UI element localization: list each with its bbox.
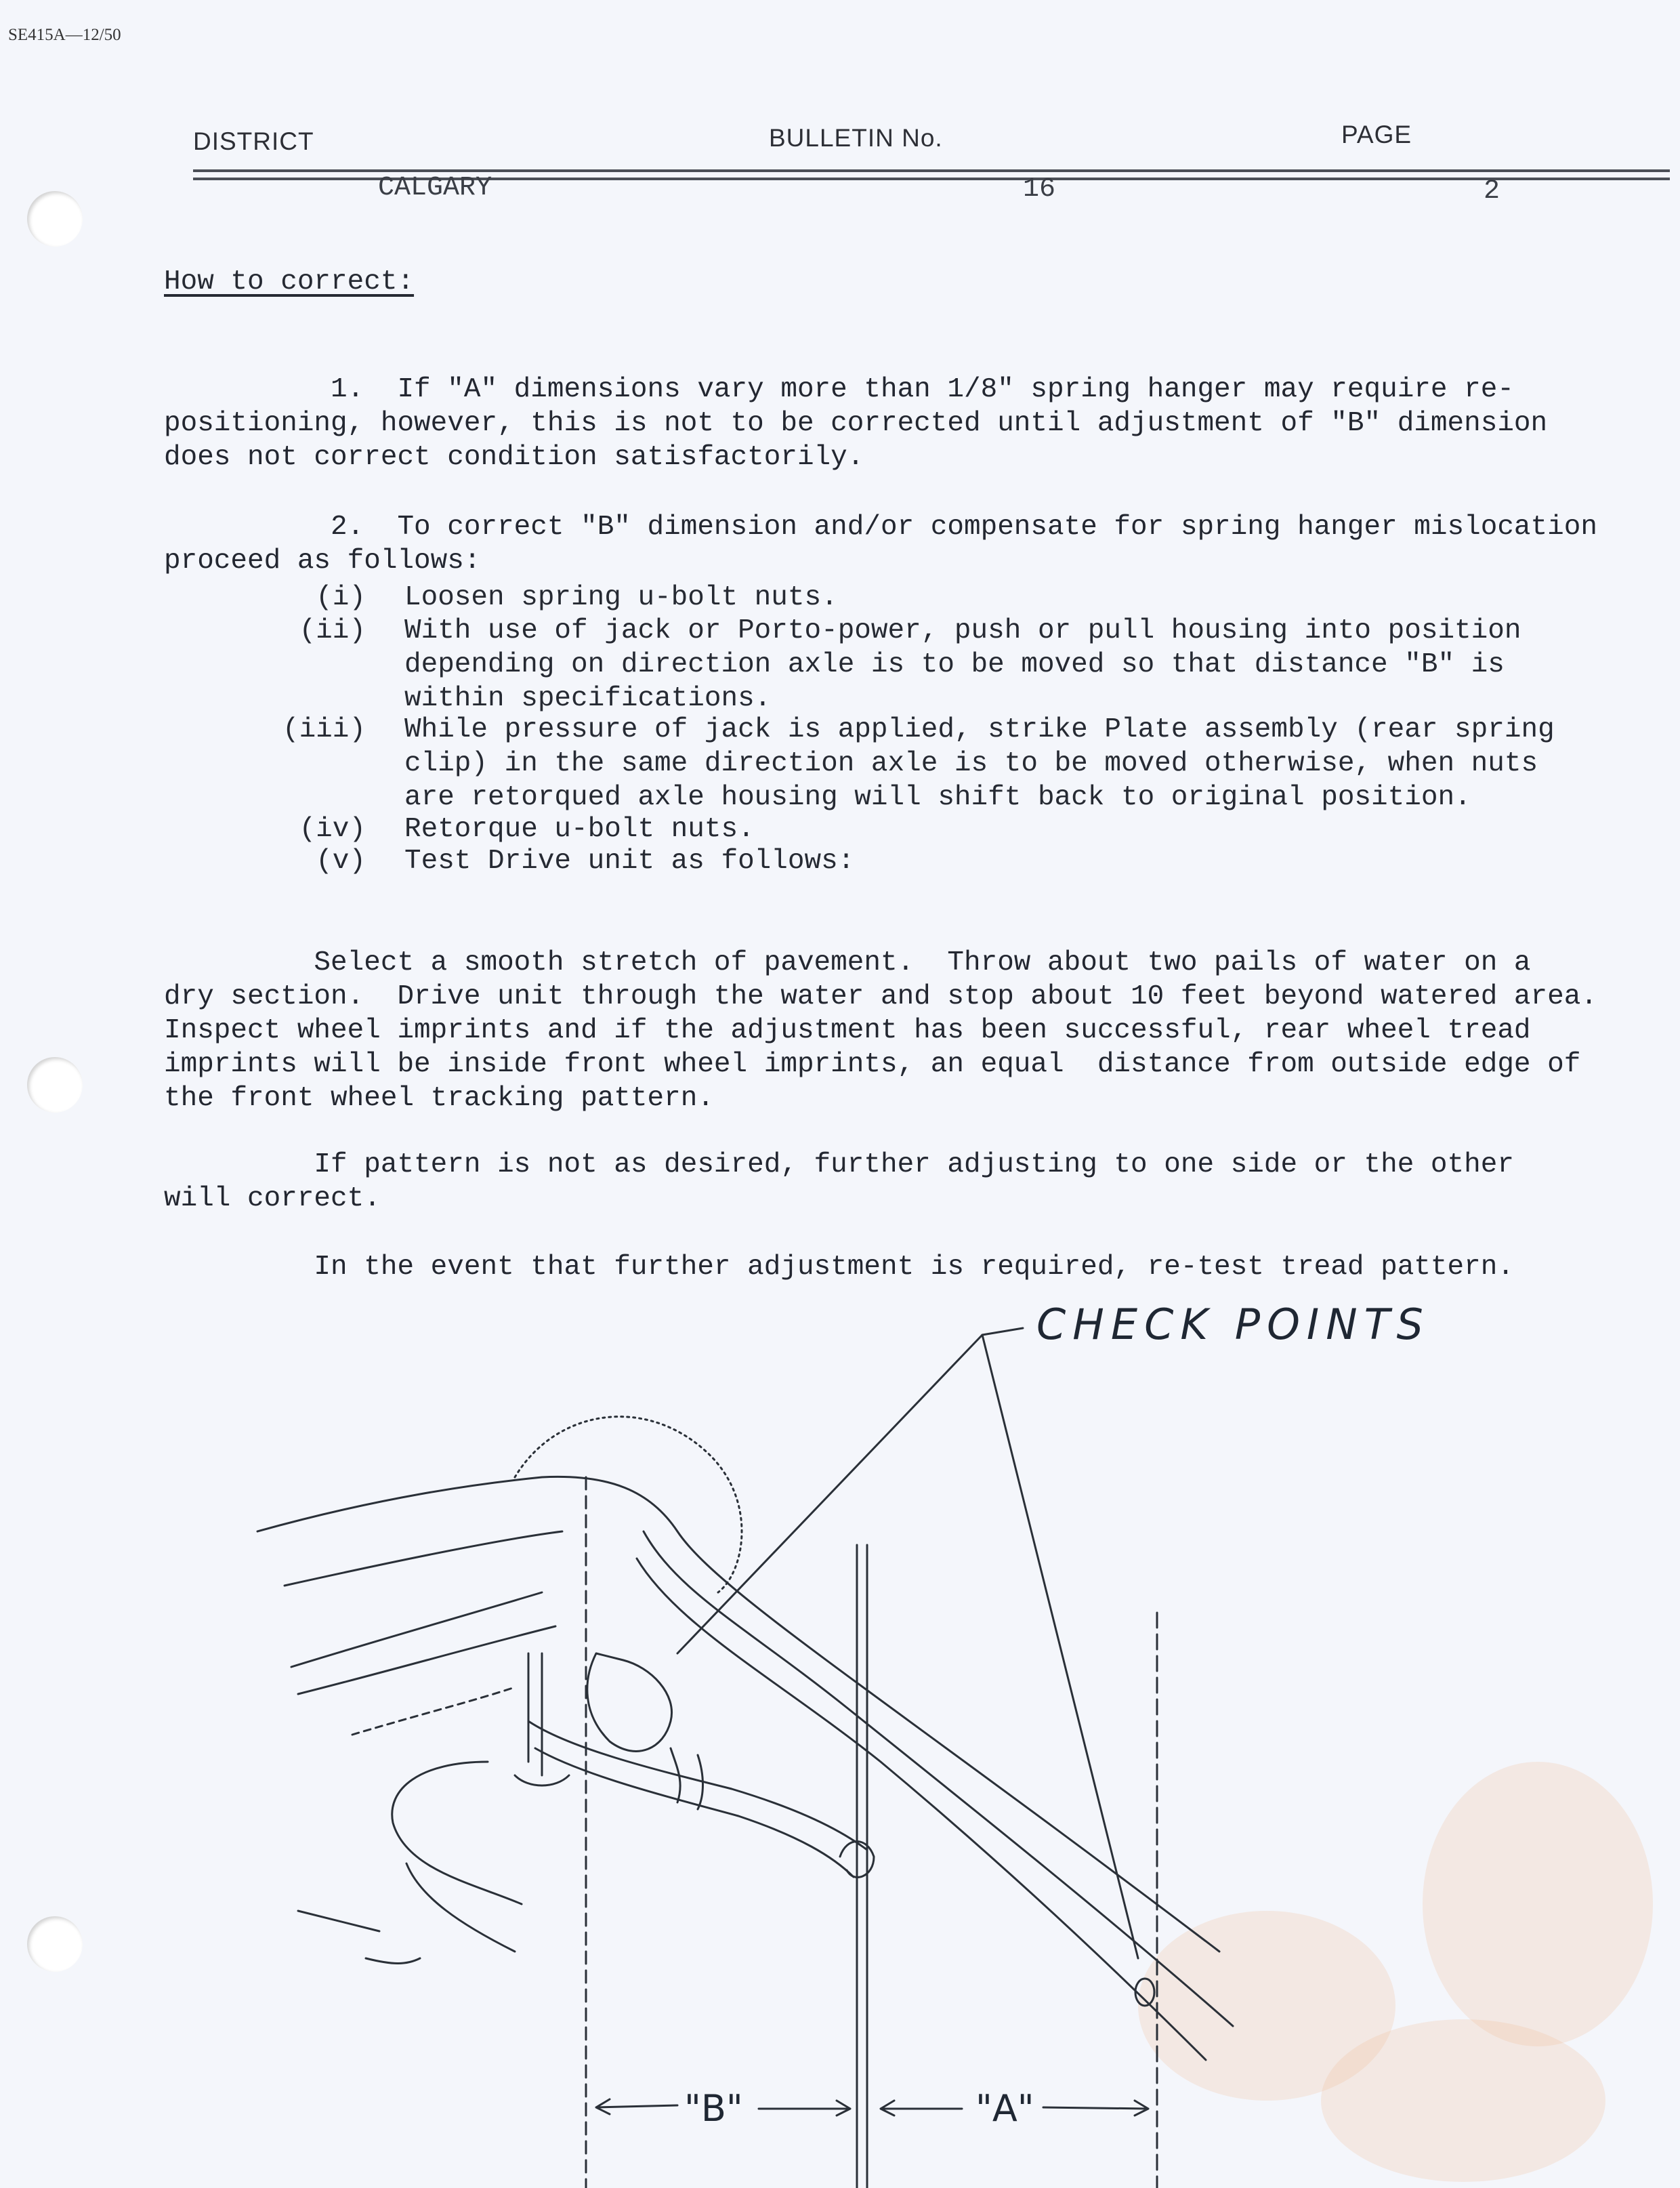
text-line: If pattern is not as desired, further adjusting to one side or the other bbox=[164, 1149, 1514, 1180]
tire-outline bbox=[298, 1911, 379, 1931]
text-line: does not correct condition satisfactorily. bbox=[164, 442, 864, 473]
check-points-callout: CHECK POINTS bbox=[1036, 1300, 1430, 1349]
text-line: imprints will be inside front wheel imprints, an equal distance from outside edge of bbox=[164, 1049, 1581, 1080]
text-line: 1. If "A" dimensions vary more than 1/8" spring hanger may require re- bbox=[164, 374, 1514, 405]
step-number: (ii) bbox=[299, 615, 366, 646]
paragraph-3 bbox=[164, 912, 1597, 1115]
text-line: the front wheel tracking pattern. bbox=[164, 1083, 714, 1114]
district-value: CALGARY bbox=[378, 173, 492, 203]
header-rule-top bbox=[193, 169, 1670, 172]
frame-rail bbox=[285, 1531, 562, 1586]
step-text bbox=[404, 844, 854, 878]
district-label: DISTRICT bbox=[193, 127, 314, 155]
tire-outline bbox=[406, 1863, 515, 1952]
text-line: dry section. Drive unit through the water and stop about 10 feet beyond watered area. bbox=[164, 981, 1597, 1012]
step-number: (iv) bbox=[299, 814, 366, 845]
page-number: 2 bbox=[1484, 176, 1500, 207]
text-line: While pressure of jack is applied, strike Plate assembly (rear spring bbox=[404, 714, 1555, 745]
step-text bbox=[404, 581, 838, 615]
frame-rail bbox=[637, 1559, 1206, 2060]
step-number: (i) bbox=[316, 582, 366, 613]
text-line: Inspect wheel imprints and if the adjustment has been successful, rear wheel tread bbox=[164, 1015, 1531, 1046]
shackle bbox=[515, 1653, 569, 1786]
dimension-b-arrow-right bbox=[759, 2101, 850, 2115]
bulletin-number: 16 bbox=[1023, 174, 1056, 205]
step-text bbox=[404, 713, 1555, 814]
step-text bbox=[404, 812, 755, 846]
text-line: proceed as follows: bbox=[164, 545, 481, 577]
dimension-b-arrow-left bbox=[596, 2099, 677, 2114]
spring-clip bbox=[671, 1748, 703, 1809]
axle-housing bbox=[535, 1748, 854, 1877]
spring-hanger bbox=[587, 1653, 672, 1751]
frame-rail bbox=[644, 1531, 1233, 2026]
text-line: depending on direction axle is to be moved so that distance "B" is bbox=[404, 649, 1505, 680]
frame-rail bbox=[257, 1477, 1219, 1952]
frame-rail-inner bbox=[352, 1687, 515, 1735]
page-label: PAGE bbox=[1341, 121, 1412, 148]
frame-rail bbox=[291, 1592, 542, 1667]
text-line: Select a smooth stretch of pavement. Throw about two pails of water on a bbox=[164, 947, 1531, 978]
punch-hole-middle bbox=[27, 1057, 83, 1113]
step-text bbox=[404, 614, 1521, 716]
text-line: clip) in the same direction axle is to be moved otherwise, when nuts bbox=[404, 748, 1538, 779]
form-code: SE415A—12/50 bbox=[8, 26, 121, 44]
text-line: within specifications. bbox=[404, 683, 772, 714]
text-line: will correct. bbox=[164, 1183, 381, 1214]
tire-outline bbox=[392, 1762, 522, 1904]
text-line: In the event that further adjustment is required, re-test tread pattern. bbox=[164, 1252, 1514, 1283]
tire-outline bbox=[366, 1958, 420, 1964]
punch-hole-top bbox=[27, 191, 83, 247]
dimension-a-label: "A" bbox=[975, 2087, 1034, 2130]
text-line: With use of jack or Porto-power, push or pull housing into position bbox=[404, 615, 1521, 646]
text-line: are retorqued axle housing will shift back to original position. bbox=[404, 782, 1471, 813]
text-line: 2. To correct "B" dimension and/or compensate for spring hanger mislocation bbox=[164, 512, 1597, 543]
step-number: (v) bbox=[316, 846, 366, 877]
frame-rail bbox=[298, 1626, 555, 1694]
paragraph-4 bbox=[164, 1114, 1514, 1216]
paragraph-1 bbox=[164, 339, 1547, 474]
dimension-a-arrow-left bbox=[881, 2101, 962, 2115]
text-line: Test Drive unit as follows: bbox=[404, 846, 855, 877]
text-line: Loosen spring u-bolt nuts. bbox=[404, 582, 838, 613]
section-heading: How to correct: bbox=[164, 266, 415, 297]
paragraph-2 bbox=[164, 476, 1597, 578]
step-number: (iii) bbox=[282, 714, 366, 745]
text-line: Retorque u-bolt nuts. bbox=[404, 814, 755, 845]
axle-alignment-sketch bbox=[0, 1274, 1680, 2188]
callout-leader-line bbox=[982, 1335, 1138, 1958]
dimension-b-label: "B" bbox=[684, 2087, 743, 2130]
bulletin-label: BULLETIN No. bbox=[769, 124, 943, 152]
axle-housing bbox=[528, 1721, 867, 1850]
dimension-a-arrow-right bbox=[1043, 2101, 1148, 2115]
text-line: positioning, however, this is not to be corrected until adjustment of "B" dimension bbox=[164, 408, 1548, 439]
callout-leader-line bbox=[677, 1328, 1023, 1653]
